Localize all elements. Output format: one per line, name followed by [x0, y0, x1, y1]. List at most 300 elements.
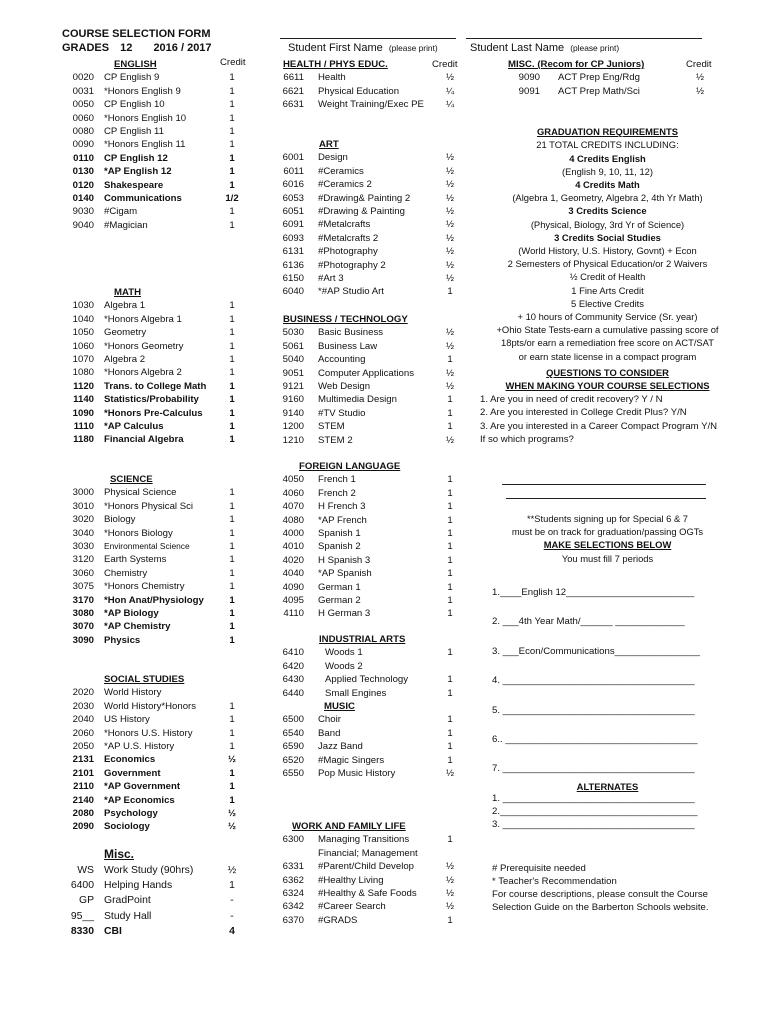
- course-name: Woods 1: [325, 647, 363, 659]
- course-code: 4110: [283, 608, 304, 620]
- course-credit: 1: [447, 674, 453, 686]
- first-name-hint: (please print): [388, 43, 438, 53]
- course-row: [62, 794, 262, 807]
- course-code: 6420: [282, 660, 304, 672]
- course-row: [270, 554, 470, 567]
- course-code: 6016: [282, 179, 304, 191]
- work-list: [270, 833, 470, 927]
- course-row: [270, 326, 470, 339]
- course-credit: ½: [445, 327, 454, 339]
- selection-line[interactable]: 4. ____________________________________: [492, 675, 695, 687]
- requirement-line: 21 TOTAL CREDITS INCLUDING:: [536, 139, 679, 151]
- course-code: 1090: [72, 407, 94, 419]
- course-name: *AP Biology: [104, 607, 159, 619]
- course-code: 2020: [72, 687, 94, 699]
- credit-header: Credit: [220, 57, 246, 68]
- course-name: Work Study (90hrs): [104, 865, 194, 876]
- course-credit: 1: [229, 219, 235, 231]
- requirement-line: 3 Credits Social Studies: [554, 231, 661, 243]
- course-name: Multimedia Design: [318, 394, 397, 406]
- course-name: #Drawing & Painting: [318, 205, 405, 217]
- course-row: [62, 353, 262, 366]
- footnotes: [492, 862, 737, 914]
- first-name-line[interactable]: [280, 38, 456, 39]
- course-row: [62, 594, 262, 607]
- course-credit: 1: [447, 754, 453, 766]
- last-name-line[interactable]: [466, 38, 702, 39]
- selection-line[interactable]: 3. ___Econ/Communications________________: [492, 645, 701, 657]
- question-item: 3. Are you interested in a Career Compact Program Y/N: [480, 420, 718, 432]
- course-row: [62, 553, 262, 566]
- course-credit: ½: [227, 821, 236, 833]
- course-name: #Magic Singers: [318, 754, 385, 766]
- course-row: [62, 513, 262, 526]
- make-selections-title: MAKE SELECTIONS BELOW: [543, 539, 672, 551]
- course-credit: 1: [229, 85, 235, 97]
- course-credit: 1: [447, 687, 453, 699]
- course-credit: 1: [229, 125, 235, 137]
- alternates-title: ALTERNATES: [576, 781, 639, 792]
- course-row: [270, 673, 470, 686]
- course-credit: 1: [447, 647, 453, 659]
- course-credit: 1: [229, 607, 235, 619]
- course-row: [270, 767, 470, 780]
- course-code: 9030: [72, 206, 94, 218]
- requirement-line: (English 9, 10, 11, 12): [561, 165, 654, 177]
- course-code: 3120: [72, 554, 94, 566]
- section-foreign-language: [270, 460, 470, 621]
- course-name: ACT Prep Math/Sci: [558, 85, 640, 97]
- course-name: Choir: [318, 714, 341, 726]
- course-row: [62, 753, 262, 766]
- course-credit: 1: [447, 834, 453, 846]
- school-year: 2016 / 2017: [153, 42, 212, 54]
- course-code: 4090: [282, 581, 304, 593]
- course-code: 4050: [282, 474, 304, 486]
- course-row: [62, 380, 262, 393]
- course-row: [270, 500, 470, 513]
- course-row: [270, 900, 470, 913]
- section-english: [62, 58, 262, 232]
- course-code: 2050: [72, 740, 94, 752]
- course-code: GP: [78, 895, 94, 907]
- course-credit: 1: [229, 152, 235, 164]
- course-credit: 1: [229, 353, 235, 365]
- course-code: 9091: [518, 85, 540, 97]
- course-credit: ½: [445, 179, 454, 191]
- course-code: 6053: [282, 192, 304, 204]
- program-line-1[interactable]: [502, 484, 706, 485]
- course-credit: 1: [229, 621, 235, 633]
- course-code: 3030: [72, 540, 94, 552]
- course-code: 3040: [72, 527, 94, 539]
- course-name: *Honors English 11: [104, 139, 186, 151]
- course-row: [270, 407, 470, 420]
- course-credit: 1: [229, 500, 235, 512]
- course-credit: 1: [229, 72, 235, 84]
- course-name: Computer Applications: [318, 367, 414, 379]
- graduation-list: [480, 138, 735, 362]
- course-code: 1200: [282, 421, 304, 433]
- course-credit: 1: [229, 340, 235, 352]
- course-code: 3060: [72, 567, 94, 579]
- selection-line[interactable]: 1.____English 12________________________: [492, 587, 695, 598]
- course-credit: 1: [229, 880, 235, 892]
- section-title: FOREIGN LANGUAGE: [299, 461, 401, 472]
- course-credit: 1: [447, 581, 453, 593]
- section-industrial-arts: [270, 633, 470, 700]
- course-code: 0080: [72, 125, 94, 137]
- course-row: [62, 567, 262, 580]
- science-list: [62, 486, 262, 647]
- course-name: CP English 9: [104, 72, 160, 84]
- course-credit: 1: [229, 420, 235, 432]
- course-credit: 1: [447, 594, 453, 606]
- course-row: [62, 909, 262, 924]
- course-credit: 1: [229, 540, 235, 552]
- course-row: [62, 500, 262, 513]
- course-row: [270, 473, 470, 486]
- course-row: [270, 713, 470, 726]
- section-title: MATH: [114, 287, 141, 298]
- requirement-line: or earn state license in a compact program: [518, 350, 697, 362]
- course-row: [270, 833, 470, 846]
- section-social-studies: [62, 673, 262, 834]
- course-credit: ½: [445, 246, 454, 258]
- requirement-line: ½ Credit of Health: [569, 271, 646, 283]
- course-name: #GRADS: [318, 914, 358, 926]
- course-code: 0050: [72, 99, 94, 111]
- graduation-title: GRADUATION REQUIREMENTS: [537, 126, 678, 137]
- course-name: Algebra 1: [104, 300, 146, 312]
- course-row: [270, 646, 470, 659]
- course-row: [480, 71, 735, 84]
- course-code: 6040: [282, 286, 304, 298]
- course-credit: 1: [447, 407, 453, 419]
- credit-header: Credit: [432, 59, 458, 70]
- course-row: [62, 540, 262, 553]
- course-code: 3075: [72, 581, 94, 593]
- course-row: [62, 313, 262, 326]
- course-credit: 1: [229, 380, 235, 392]
- course-name: #Photography 2: [318, 259, 386, 271]
- misc-juniors-list: [480, 71, 735, 98]
- course-code: 2140: [72, 794, 94, 806]
- course-name: #Metalcrafts: [318, 219, 371, 231]
- course-row: [62, 393, 262, 406]
- course-row: [270, 527, 470, 540]
- course-credit: 1: [229, 407, 235, 419]
- requirement-line: (Physical, Biology, 3rd Yr of Science): [530, 218, 685, 230]
- course-code: 6342: [282, 901, 304, 913]
- course-row: [62, 205, 262, 218]
- course-row: [62, 420, 262, 433]
- course-name: German 2: [318, 594, 361, 606]
- course-credit: 1: [229, 206, 235, 218]
- course-code: 4020: [282, 554, 304, 566]
- course-row: [270, 367, 470, 380]
- course-code: 5030: [282, 327, 304, 339]
- grades-line: [62, 42, 212, 54]
- course-row: [270, 259, 470, 272]
- selection-line[interactable]: 7. ____________________________________: [492, 763, 695, 775]
- section-science: [62, 473, 262, 647]
- course-code: 6410: [282, 647, 304, 659]
- course-name: Small Engines: [325, 687, 387, 699]
- course-row: [62, 138, 262, 151]
- course-name: *Honors Algebra 1: [104, 313, 182, 325]
- course-credit: ½: [445, 219, 454, 231]
- course-credit: 1: [229, 634, 235, 646]
- course-row: [270, 874, 470, 887]
- course-code: 6091: [282, 219, 304, 231]
- course-row: [62, 152, 262, 165]
- course-credit: 1: [447, 727, 453, 739]
- course-code: 1120: [73, 380, 94, 392]
- course-credit: ½: [445, 272, 454, 284]
- course-code: 5040: [282, 354, 304, 366]
- course-code: 6131: [282, 246, 304, 258]
- course-name: World History*Honors: [104, 700, 197, 712]
- course-name: *Hon Anat/Physiology: [104, 594, 204, 606]
- course-name: Environmental Science: [104, 540, 190, 551]
- course-row: [62, 433, 262, 446]
- requirement-line: 4 Credits Math: [575, 179, 640, 190]
- course-credit: 1: [229, 487, 235, 499]
- course-code: 2110: [73, 781, 94, 793]
- course-name: *Honors Pre-Calculus: [104, 407, 203, 419]
- course-name: CP English 10: [104, 99, 165, 111]
- course-code: 1070: [72, 353, 94, 365]
- course-code: 3020: [72, 514, 94, 526]
- course-name: Earth Systems: [104, 554, 167, 566]
- requirement-line: 4 Credits English: [569, 152, 646, 164]
- course-credit: 1: [229, 581, 235, 593]
- section-title: Misc.: [104, 847, 135, 861]
- course-name: #Healthy & Safe Foods: [318, 887, 417, 899]
- course-credit: ½: [445, 380, 454, 392]
- course-name: CP English 12: [104, 152, 168, 164]
- program-line-2[interactable]: [506, 498, 706, 499]
- course-name: #Magician: [104, 219, 148, 231]
- course-code: 6540: [282, 727, 304, 739]
- questions-list: [480, 393, 735, 447]
- course-name: World History: [104, 687, 162, 699]
- course-code: 6324: [282, 887, 304, 899]
- course-name: #Cigam: [104, 206, 138, 218]
- footnote-line: For course descriptions, please consult the Course: [492, 889, 708, 900]
- course-row: [62, 71, 262, 84]
- course-credit: 1: [229, 99, 235, 111]
- course-code: 3170: [72, 594, 94, 606]
- course-name: Sociology: [104, 821, 150, 833]
- course-row: [270, 581, 470, 594]
- course-code: 6500: [282, 714, 304, 726]
- course-name: #Metalcrafts 2: [318, 232, 379, 244]
- course-credit: 1: [447, 514, 453, 526]
- course-row: [62, 607, 262, 620]
- course-code: 3080: [72, 607, 94, 619]
- special-note: [480, 512, 735, 565]
- course-credit: 1: [229, 327, 235, 339]
- course-row: [270, 353, 470, 366]
- course-credit: 1: [447, 608, 453, 620]
- course-name: Spanish 2: [318, 541, 361, 553]
- course-row: [270, 192, 470, 205]
- section-business: [270, 313, 470, 447]
- course-name: Chemistry: [104, 567, 148, 579]
- course-row: [62, 219, 262, 232]
- alternate-line[interactable]: 1. ____________________________________: [492, 793, 695, 805]
- section-art: [270, 138, 470, 299]
- course-name: *AP Government: [104, 781, 181, 793]
- course-row: [62, 486, 262, 499]
- foreign-list: [270, 473, 470, 620]
- course-code: 0130: [72, 166, 94, 178]
- course-row: [62, 863, 262, 878]
- section-health: [270, 58, 470, 112]
- course-row: [270, 727, 470, 740]
- course-code: 0031: [72, 85, 94, 97]
- art-list: [270, 151, 470, 298]
- course-code: 1140: [73, 394, 94, 406]
- course-name: #Drawing& Painting 2: [318, 192, 411, 204]
- alternate-line[interactable]: 3. ____________________________________: [492, 818, 695, 830]
- social-list: [62, 686, 262, 833]
- course-row: [62, 192, 262, 205]
- form-title: COURSE SELECTION FORM: [62, 28, 211, 40]
- course-credit: 1: [229, 300, 235, 312]
- course-code: 2060: [72, 727, 94, 739]
- section-title: SCIENCE: [110, 474, 153, 485]
- course-name: Spanish 1: [318, 527, 361, 539]
- selection-line[interactable]: 5. ____________________________________: [492, 704, 695, 716]
- course-row: [270, 205, 470, 218]
- course-row: [270, 420, 470, 433]
- course-name: US History: [104, 714, 150, 726]
- course-row: [270, 285, 470, 298]
- course-row: [270, 754, 470, 767]
- course-code: 4080: [282, 514, 304, 526]
- section-alternates: [480, 780, 735, 832]
- course-name: *Honors English 9: [104, 85, 181, 97]
- course-row: [270, 71, 470, 84]
- footnote-line: # Prerequisite needed: [492, 863, 586, 874]
- course-code: 6150: [282, 272, 304, 284]
- course-row: [270, 380, 470, 393]
- question-item: 1. Are you in need of credit recovery? Y / N: [480, 393, 663, 405]
- course-code: 9040: [72, 219, 94, 231]
- section-work-family: [270, 820, 470, 927]
- course-row: [62, 112, 262, 125]
- section-title: ART: [319, 139, 339, 150]
- course-row: [62, 924, 262, 939]
- course-code: 0060: [72, 112, 94, 124]
- requirement-line: 1 Fine Arts Credit: [571, 284, 644, 296]
- course-code: 1210: [282, 434, 304, 446]
- course-code: 4060: [282, 487, 304, 499]
- selection-line[interactable]: 6.. ____________________________________: [492, 733, 698, 745]
- course-credit: 1: [229, 700, 235, 712]
- course-code: 4010: [282, 541, 304, 553]
- course-name: Trans. to College Math: [104, 380, 207, 392]
- course-code: 6430: [282, 674, 304, 686]
- course-credit: 1: [447, 501, 453, 513]
- course-name: #Art 3: [318, 272, 344, 284]
- course-code: 3090: [72, 634, 94, 646]
- requirement-line: 2 Semesters of Physical Education/or 2 Waivers: [507, 258, 708, 270]
- question-item: 2. Are you interested in College Credit Plus? Y/N: [480, 407, 687, 419]
- course-name: *AP English 12: [104, 166, 172, 178]
- course-credit: ½: [445, 887, 454, 899]
- course-row: [270, 434, 470, 447]
- course-name: Woods 2: [325, 660, 363, 672]
- course-credit: 1/2: [225, 192, 239, 204]
- course-name: Physical Science: [104, 487, 177, 499]
- course-name: CP English 11: [104, 125, 164, 137]
- course-credit: ½: [445, 767, 454, 779]
- course-credit: ½: [445, 861, 454, 873]
- section-title: INDUSTRIAL ARTS: [319, 634, 406, 645]
- requirement-line: (World History, U.S. History, Govnt) + Econ: [518, 245, 697, 257]
- course-code: 9090: [518, 72, 540, 84]
- course-credit: 1: [447, 474, 453, 486]
- selection-line[interactable]: 2. ___4th Year Math/______ _____________: [492, 616, 685, 628]
- course-row: [62, 780, 262, 793]
- special-note-2: must be on track for graduation/passing OGTs: [511, 526, 704, 538]
- course-name: #TV Studio: [318, 407, 366, 419]
- course-code: 4040: [282, 568, 304, 580]
- course-row: [270, 514, 470, 527]
- course-name: Government: [104, 767, 161, 779]
- course-name: Helping Hands: [104, 880, 173, 892]
- course-name: *AP Spanish: [318, 568, 372, 580]
- course-row: [270, 607, 470, 620]
- section-title: ENGLISH: [114, 59, 157, 70]
- course-row: [270, 218, 470, 231]
- course-code: 2101: [72, 767, 94, 779]
- business-list: [270, 326, 470, 447]
- section-misc-juniors: [480, 58, 735, 98]
- course-row: [62, 85, 262, 98]
- course-code: 2131: [72, 754, 94, 766]
- course-name: ACT Prep Eng/Rdg: [558, 72, 640, 84]
- course-code: 1030: [72, 300, 94, 312]
- course-code: 8330: [70, 925, 94, 937]
- course-credit: ½: [445, 165, 454, 177]
- course-code: 6370: [282, 914, 304, 926]
- alternate-line[interactable]: 2._____________________________________: [492, 806, 698, 818]
- course-name: *Honors Biology: [104, 527, 173, 539]
- course-code: 6331: [282, 861, 304, 873]
- course-credit: 1: [229, 740, 235, 752]
- course-credit: 1: [447, 741, 453, 753]
- last-name-label: Student Last Name (please print): [470, 42, 620, 54]
- course-code: 0090: [72, 139, 94, 151]
- section-title: BUSINESS / TECHNOLOGY: [283, 314, 408, 325]
- questions-title: QUESTIONS TO CONSIDER: [546, 367, 669, 378]
- course-code: 1080: [72, 367, 94, 379]
- course-code: 2080: [72, 807, 94, 819]
- course-name: Shakespeare: [104, 179, 164, 191]
- course-credit: 1: [229, 139, 235, 151]
- course-code: 0020: [72, 72, 94, 84]
- course-credit: ½: [445, 874, 454, 886]
- course-credit: ½: [445, 232, 454, 244]
- course-name: Statistics/Probability: [104, 394, 199, 406]
- course-name: *Honors Chemistry: [104, 581, 185, 593]
- course-name: H Spanish 3: [318, 554, 371, 566]
